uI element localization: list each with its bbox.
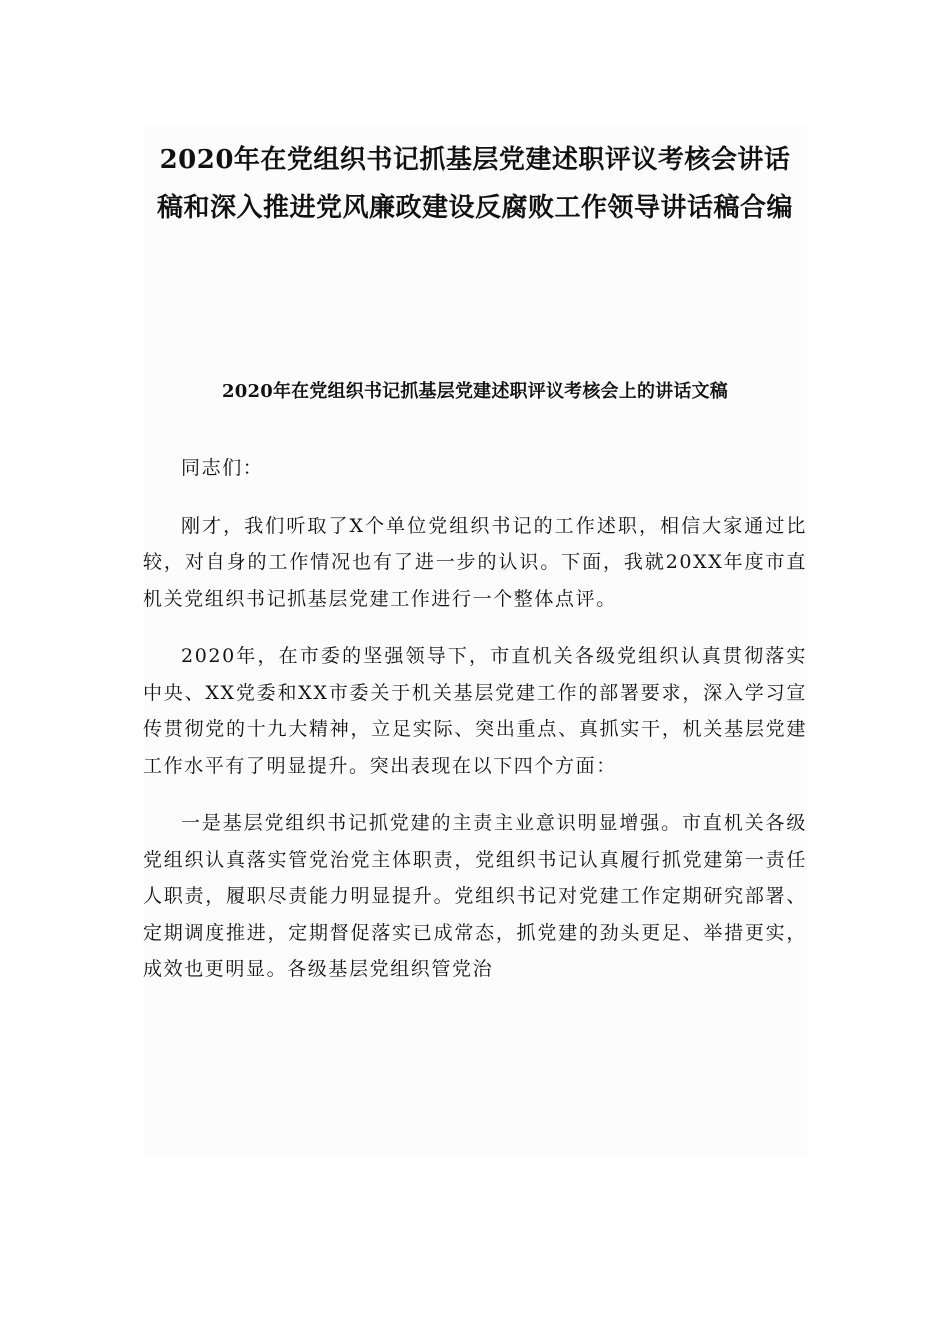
body-paragraph-1: 刚才，我们听取了X个单位党组织书记的工作述职，相信大家通过比较，对自身的工作情况也有了进一步的认识。下面，我就20XX年度市直机关党组织书记抓基层党建工作进行一个整体点评。 [143,514,807,610]
body-paragraph-3: 一是基层党组织书记抓党建的主责主业意识明显增强。市直机关各级党组织认真落实管党治党主体职责，党组织书记认真履行抓党建第一责任人职责，履职尽责能力明显提升。党组织书记对党建工作定期研究部署、定期调度推进，定期督促落实已成常态，抓党建的劲头更足、举措更实，成效也更明显。各级基层党组织管党治 [143,812,807,980]
section-title: 2020年在党组织书记抓基层党建述职评议考核会上的讲话文稿 [222,381,728,402]
salutation: 同志们： [181,457,264,479]
body-paragraph-2: 2020年，在市委的坚强领导下，市直机关各级党组织认真贯彻落实中央、XX党委和XX市委关于机关基层党建工作的部署要求，深入学习宣传贯彻党的十九大精神，立足实际、突出重点、真抓实干，机关基层党建工作水平有了明显提升。突出表现在以下四个方面： [143,645,807,777]
document-page [143,126,807,1156]
document-body [143,450,807,1009]
document-title: 2020年在党组织书记抓基层党建述职评议考核会讲话稿和深入推进党风廉政建设反腐败工作领导讲话稿合编 [156,145,793,223]
